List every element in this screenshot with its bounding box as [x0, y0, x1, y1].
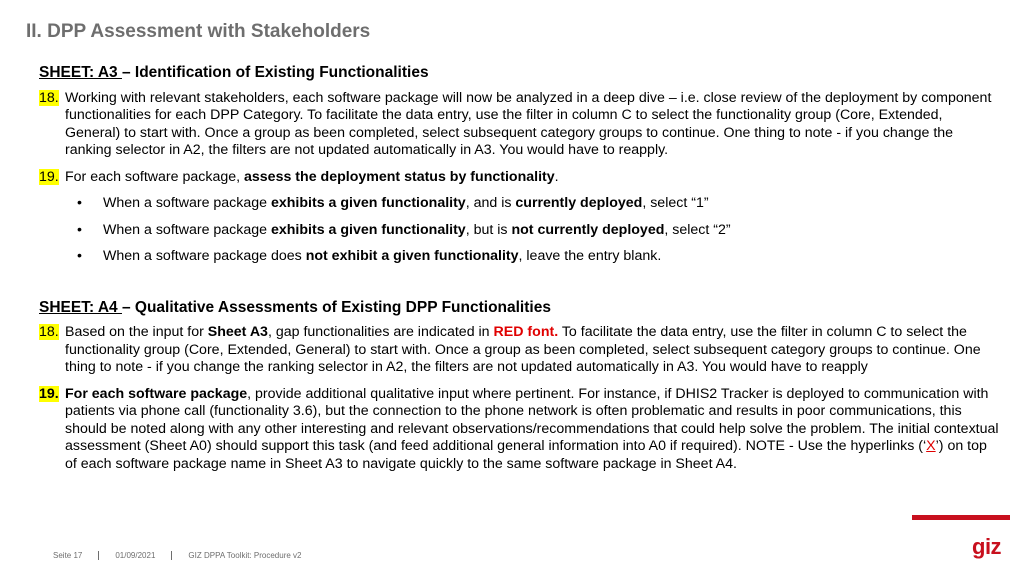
list-item: • When a software package does not exhibit a given functionality, leave the entry blank. — [39, 248, 999, 266]
page-number: Seite 17 — [53, 551, 83, 560]
sheet-a4-title: – Qualitative Assessments of Existing DPP Functionalities — [121, 298, 551, 316]
slide-body — [39, 64, 999, 482]
footer-divider — [98, 551, 99, 560]
footer-date: 01/09/2021 — [115, 551, 156, 560]
footer-divider — [171, 551, 172, 560]
deployment-status-list — [39, 195, 999, 266]
item-number: 19. — [39, 168, 59, 185]
sheet-a4-label: SHEET: A4 — [39, 298, 122, 316]
slide-title: II. DPP Assessment with Stakeholders — [26, 21, 371, 42]
footer-document: GIZ DPPA Toolkit: Procedure v2 — [188, 551, 302, 560]
a4-item-19 — [39, 386, 999, 474]
item-number: 18. — [39, 89, 59, 106]
hyperlink-x[interactable]: X — [926, 438, 936, 454]
item-text: Working with relevant stakeholders, each software package will now be analyzed in a deep dive – i.e. close review of the deployment by component functionalities for each DPP Category. To facilitate the data entry, use the filter in column C to select the functionality group (Core, Extended, General) to start with. Once a group as been completed, select subsequent category groups to continue. One thing to note - if you change the ranking selector in A2, the filters are not updated automatically in A3. You would have to reapply. — [65, 89, 992, 158]
giz-logo: giz — [972, 534, 1002, 559]
sheet-a4-heading — [39, 299, 999, 317]
a3-item-19 — [39, 169, 999, 187]
item-number: 19. — [39, 385, 59, 402]
sheet-a3-label: SHEET: A3 — [39, 64, 122, 81]
item-number: 18. — [39, 324, 59, 340]
list-item: • When a software package exhibits a given functionality, but is not currently deployed, select “2” — [39, 222, 999, 240]
item-text: For each software package, assess the deployment status by functionality. — [65, 168, 559, 185]
accent-bar — [912, 515, 1010, 520]
item-text: Based on the input for Sheet A3, gap functionalities are indicated in RED font. To facilitate the data entry, use the filter in column C to select the functionality group (Core, Extended, General) to start with. Once a group as been completed, select subsequent category groups to continue. One thing to note - if you change the ranking selector in A2, the filters are not updated automatically in A3. You would have to reapply — [65, 324, 981, 375]
list-item: • When a software package exhibits a given functionality, and is currently deployed, select “1” — [39, 195, 999, 213]
sheet-a3-heading — [39, 64, 999, 82]
item-text: For each software package, provide additional qualitative input where pertinent. For instance, if DHIS2 Tracker is deployed to communication with patients via phone call (functionality 3.6), but the connection to the phone network is often problematic and results in poor communications, this should be noted along with any other interesting and relevant observations/recommendations that could help solve the problem. The initial contextual assessment (Sheet A0) should support this task (and feed additional general information into A0 if required). NOTE - Use the hyperlinks (‘X’) on top of each software package name in Sheet A3 to navigate quickly to the same software package in Sheet A4. — [65, 385, 999, 472]
sheet-a3-title: – Identification of Existing Functionalities — [121, 64, 429, 81]
a4-item-18 — [39, 324, 999, 377]
a3-item-18 — [39, 90, 999, 160]
footer — [53, 551, 302, 560]
